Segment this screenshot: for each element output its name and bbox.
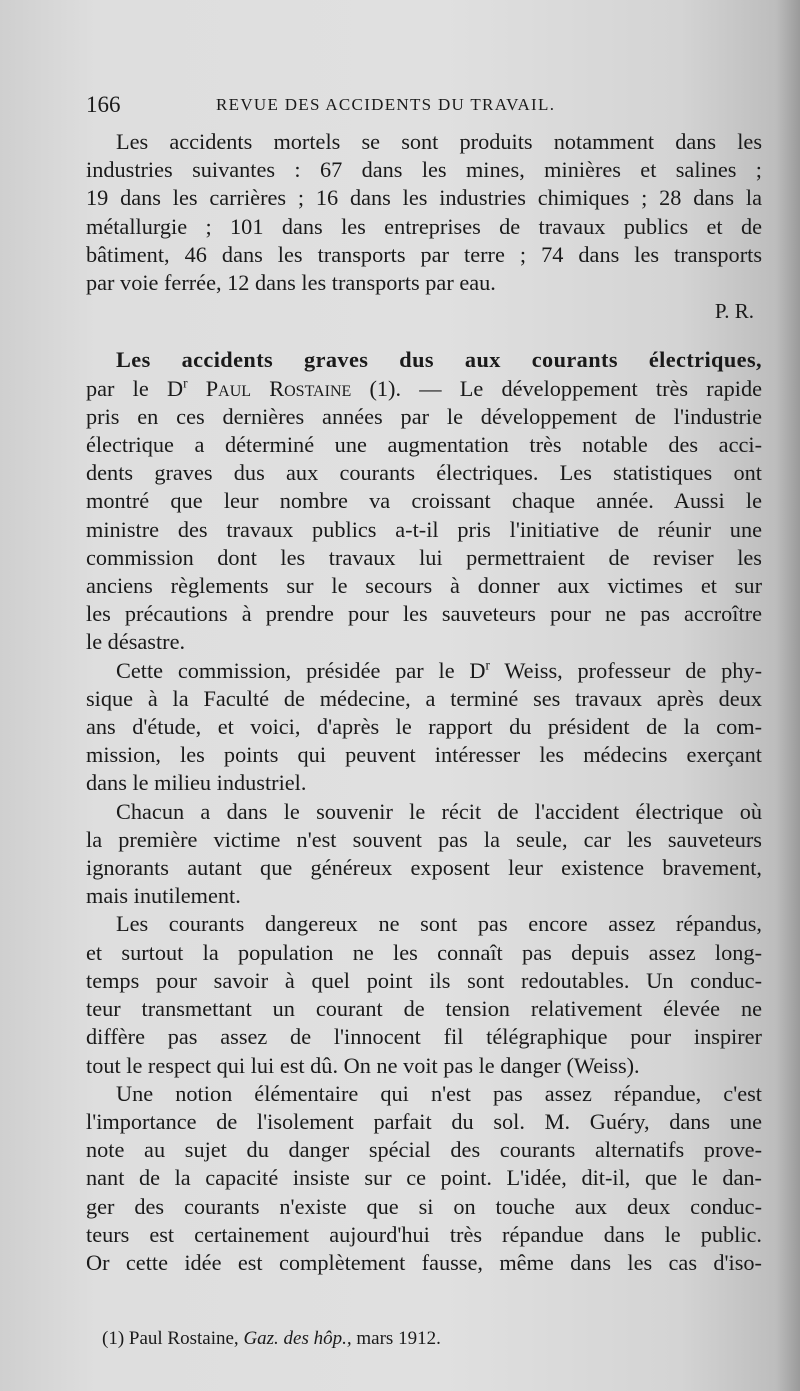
article-title: Les accidents graves dus aux courants électriques, [116, 347, 762, 373]
page-header [86, 92, 766, 124]
text-line: tout le respect qui lui est dû. On ne voit pas le danger (Weiss). [86, 1052, 640, 1078]
text-line: ignorants autant que généreux exposent leur existence bravement, [86, 855, 762, 881]
text-line: teur transmettant un courant de tension relativement élevée ne [86, 996, 762, 1022]
text-line: ger des courants n'existe que si on touche aux deux conduc- [86, 1193, 762, 1219]
article-author: Paul Rostaine [205, 375, 352, 401]
text-line: sique à la Faculté de médecine, a terminé ses travaux après deux [86, 685, 762, 711]
text-line: les précautions à prendre pour les sauveteurs pour ne pas accroître [86, 601, 762, 627]
running-title: REVUE DES ACCIDENTS DU TRAVAIL. [216, 95, 556, 114]
footnote-author: Paul Rostaine, [128, 1328, 239, 1349]
page-number: 166 [86, 92, 121, 117]
byline-prefix: par le D [86, 375, 184, 401]
footnote [102, 1328, 441, 1350]
text-line: métallurgie ; 101 dans les entreprises de travaux publics et de [86, 213, 762, 239]
text-line: Les accidents mortels se sont produits notamment dans les [116, 129, 762, 154]
byline-sup: r [183, 375, 188, 391]
text-line: ministre des travaux publics a-t-il pris l'initiative de réunir une [86, 516, 762, 542]
text-line: Les courants dangereux ne sont pas encore assez répandus, [116, 911, 762, 937]
text-line: mais inutilement. [86, 883, 241, 909]
text-line [86, 657, 762, 685]
text-line: montré que leur nombre va croissant chaque année. Aussi le [86, 488, 762, 514]
text-line: note au sujet du danger spécial des courants alternatifs prove- [86, 1137, 762, 1163]
footnote-journal: Gaz. des hôp., [243, 1328, 352, 1349]
article-byline [86, 375, 762, 403]
text-line: électrique a déterminé une augmentation très notable des acci- [86, 432, 762, 458]
intro-paragraph [86, 128, 762, 325]
article [86, 346, 762, 1277]
text-line: commission dont les travaux lui permettraient de reviser les [86, 544, 762, 570]
footnote-date: mars 1912. [356, 1328, 441, 1349]
text-line: nant de la capacité insiste sur ce point. L'idée, dit-il, que le dan- [86, 1165, 762, 1191]
signature: P. R. [714, 299, 754, 324]
text-line: Or cette idée est complètement fausse, même dans les cas d'iso- [86, 1249, 762, 1275]
text-line: Une notion élémentaire qui n'est pas assez répandue, c'est [116, 1080, 762, 1106]
text-line: par voie ferrée, 12 dans les transports par eau. [86, 270, 496, 296]
text-line: temps pour savoir à quel point ils sont redoutables. Un conduc- [86, 967, 762, 993]
text-line: 19 dans les carrières ; 16 dans les industries chimiques ; 28 dans la [86, 185, 762, 211]
footnote-marker: (1) [102, 1328, 125, 1349]
page-body [86, 128, 762, 1277]
text-line: dans le milieu industriel. [86, 770, 307, 796]
text-line: ans d'étude, et voici, d'après le rapport du président de la com- [86, 714, 762, 740]
p2-prefix: Cette commission, présidée par le D [116, 657, 486, 683]
p2-suffix: Weiss, professeur de phy- [489, 657, 762, 683]
text-line: pris en ces dernières années par le développement de l'industrie [86, 403, 762, 429]
byline-suffix: (1). — Le développement très rapide [351, 375, 763, 401]
text-line: industries suivantes : 67 dans les mines, minières et salines ; [86, 157, 762, 183]
text-line: l'importance de l'isolement parfait du sol. M. Guéry, dans une [86, 1108, 762, 1134]
text-line: diffère pas assez de l'innocent fil télégraphique pour inspirer [86, 1024, 762, 1050]
text-line: anciens règlements sur le secours à donner aux victimes et sur [86, 573, 762, 599]
p2-sup: r [485, 657, 490, 673]
text-line: le désastre. [86, 629, 186, 655]
text-line: bâtiment, 46 dans les transports par terre ; 74 dans les transports [86, 241, 762, 267]
text-line: et surtout la population ne les connaît pas depuis assez long- [86, 939, 762, 965]
text-line: dents graves dus aux courants électriques. Les statistiques ont [86, 460, 762, 486]
text-line: mission, les points qui peuvent intéresser les médecins exerçant [86, 742, 762, 768]
text-line: la première victime n'est souvent pas la seule, car les sauveteurs [86, 826, 762, 852]
text-line: Chacun a dans le souvenir le récit de l'accident électrique où [116, 798, 762, 824]
text-line: teurs est certainement aujourd'hui très répandue dans le public. [86, 1221, 762, 1247]
